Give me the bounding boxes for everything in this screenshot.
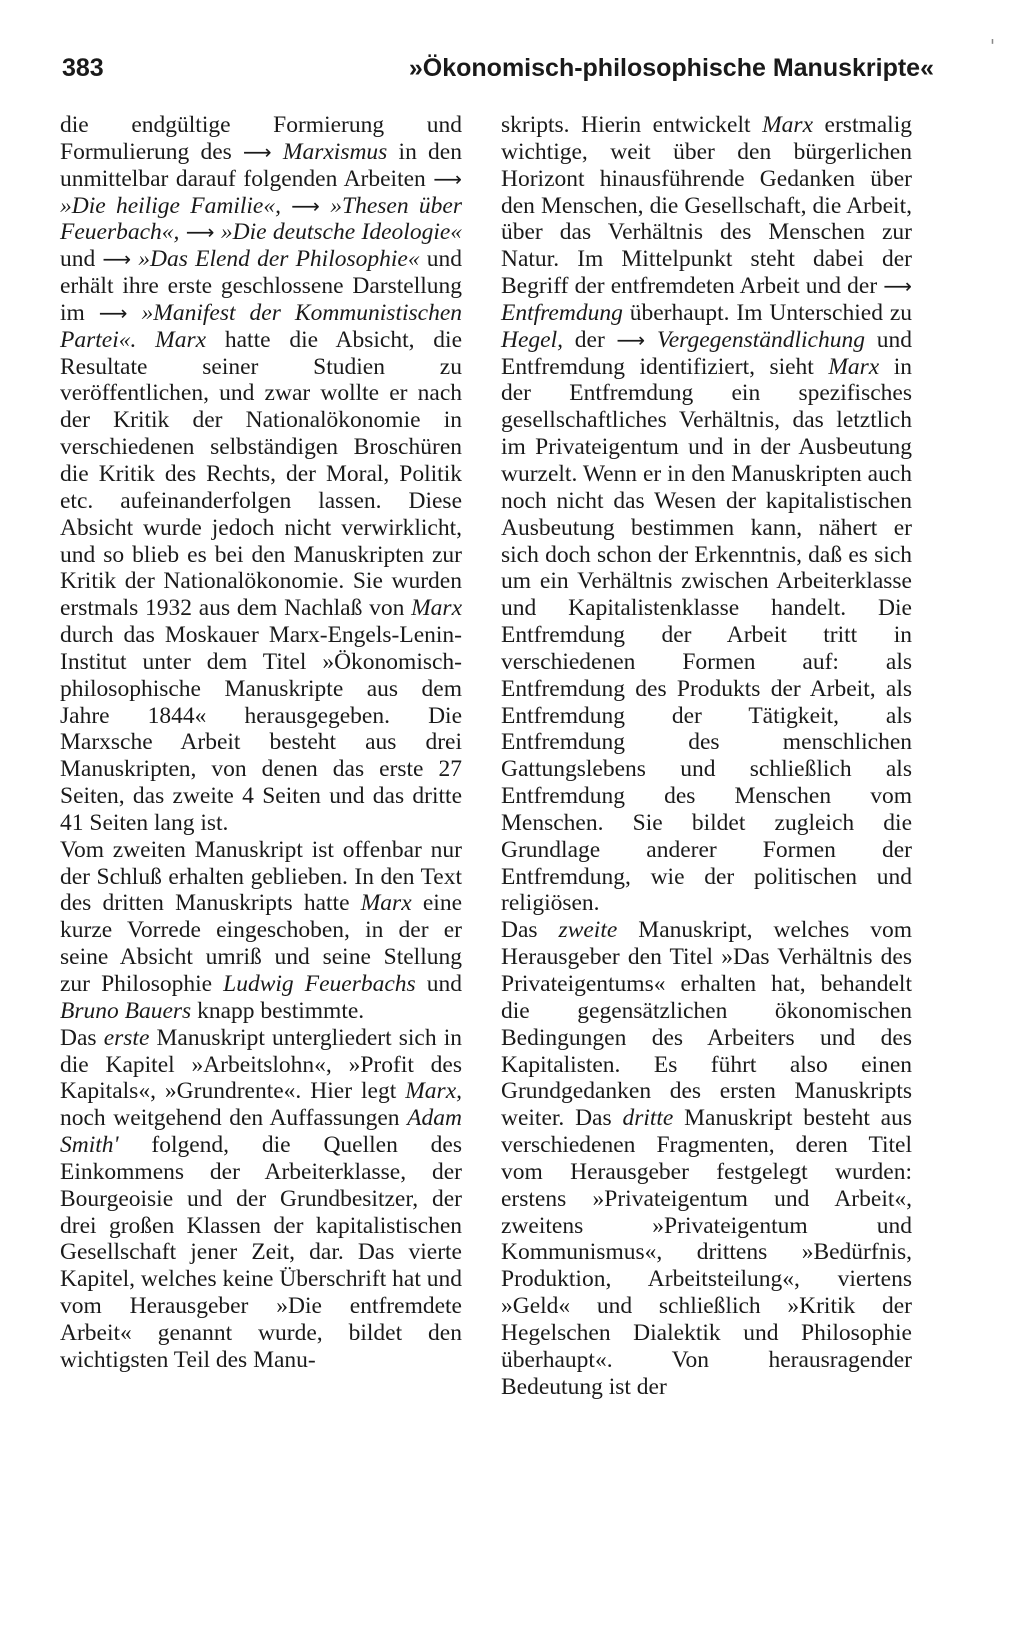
arrow-icon: ⟶ (883, 274, 912, 299)
text: der (563, 326, 617, 353)
text: durch das Moskauer Marx-Engels-Lenin-Institut unter dem Titel »Ökonomisch-philosophische Manuskripte aus dem Jahre 1844« herausgegeben. Die Marxsche Arbeit besteht aus drei Manuskripten, von denen das erste 27 Seiten, das zweite 4 Seiten und das dritte 41 Seiten lang ist. (60, 622, 462, 836)
name: Marx, (405, 1078, 462, 1105)
text: eine kurze Vorrede eingeschoben, in der er seine Absicht umriß und seine Stellung zur Philosophie (60, 890, 463, 997)
name: Bruno Bauers (60, 997, 192, 1024)
text: Manuskript, welches vom Herausgeber den Titel »Das Verhältnis des Privateigentums« erhalten hat, behandelt die gegensätzlichen ökonomischen Bedingungen des Arbeiters und des Kapitalisten. Es führt also einen Grundgedanken des ersten Manuskripts weiter. Das (501, 917, 912, 1132)
cross-reference: »Manifest der Kommunistischen Partei«. (60, 299, 463, 353)
text: hatte die Absicht, die Resultate seiner Studien zu veröffentlichen, und zwar wollte er nach der Kritik der Nationalökonomie in verschiedenen selbständigen Broschüren die Kritik des Rechts, der Moral, Politik etc. aufeinanderfolgen lassen. Diese Absicht wurde jedoch nicht verwirklicht, und so blieb es bei den Manuskripten zur Kritik der Nationalökonomie. Sie wurden erstmals 1932 aus dem Nachlaß von (60, 326, 462, 622)
cross-reference: Marxismus (282, 138, 388, 165)
name: Marx (828, 353, 880, 380)
name: Marx (411, 595, 462, 622)
arrow-icon: ⟶ (243, 139, 272, 164)
name: Marx (762, 112, 813, 138)
arrow-icon: ⟶ (291, 193, 320, 218)
text: folgend, die Quellen des Einkommens der Arbeiterklasse, der Bourgeoisie und der Grundbesitzer, der drei großen Klassen der kapitalistischen Gesellschaft jener Zeit, dar. Das vierte Kapitel, welches keine Überschrift hat und vom Herausgeber »Die entfremdete Arbeit« genannt wurde, bildet den wichtigsten Teil des Manu- (60, 1132, 462, 1373)
arrow-icon: ⟶ (102, 247, 132, 272)
text: Manuskript besteht aus verschiedenen Fragmenten, deren Titel vom Herausgeber festgelegt wurden: erstens »Privateigentum und Arbeit«, zweitens »Privateigentum und Kommunismus«, drittens »Bedürfnis, Produktion, Arbeitsteilung«, viertens »Geld« und schließlich »Kritik der Hegelschen Dialektik und Philosophie überhaupt«. Von herausragender Bedeutung ist der (501, 1105, 912, 1400)
text: skripts. Hierin entwickelt (501, 112, 763, 138)
running-title: »Ökonomisch-philosophische Manuskripte« (408, 54, 934, 82)
text: in der Entfremdung ein spezifisches gesellschaftliches Verhältnis, das letztlich im Privateigentum und in der Ausbeutung wurzelt. Wenn er in den Manuskripten auch noch nicht das Wesen der kapitalistischen Ausbeutung bestimmen kann, nähert er sich doch schon der Erkenntnis, daß es sich um ein Verhältnis zwischen Arbeiterklasse und Kapitalistenklasse handelt. Die Entfremdung der Arbeit tritt in verschiedenen Formen auf: als Entfremdung des Produkts der Arbeit, als Entfremdung der Tätigkeit, als Entfremdung des menschlichen Gattungslebens und schließlich als Entfremdung des Menschen vom Menschen. Sie bildet zugleich die Grundlage anderer Formen der Entfremdung, wie der politischen und religiösen. (501, 353, 912, 917)
running-header (62, 48, 934, 88)
corner-mark: ' (990, 36, 995, 57)
emphasis: erste (103, 1024, 150, 1051)
paragraph (501, 917, 912, 1400)
cross-reference: »Das Elend der Philosophie« (138, 246, 420, 273)
text: Manuskript untergliedert sich in die Kapitel »Arbeitslohn«, »Profit des Kapitals«, »Grundrente«. Hier legt (60, 1024, 463, 1105)
text: und (60, 246, 103, 273)
text: und (415, 971, 462, 997)
page-number: 383 (62, 54, 104, 82)
arrow-icon: ⟶ (616, 327, 646, 352)
arrow-icon: ⟶ (433, 166, 462, 191)
arrow-icon: ⟶ (185, 220, 215, 245)
cross-reference: Entfremdung (501, 299, 623, 326)
text: überhaupt. Im Unterschied zu (622, 299, 912, 326)
text: knapp bestimmte. (191, 997, 365, 1024)
cross-reference: »Die deutsche Ideologie« (220, 219, 463, 246)
text: die endgültige Formierung und Formulierung des (60, 112, 462, 165)
arrow-icon: ⟶ (98, 300, 128, 325)
name: Hegel, (501, 326, 563, 353)
name: Marx (360, 890, 412, 917)
name: Adam Smith' (60, 1105, 462, 1159)
cross-reference: Vergegenständlichung (657, 326, 865, 353)
name: Ludwig Feuerbachs (223, 971, 416, 997)
emphasis: zweite (558, 917, 618, 944)
emphasis: dritte (622, 1105, 674, 1132)
text: Das (501, 917, 559, 944)
text: Das (60, 1024, 104, 1051)
paragraph (60, 837, 462, 1025)
paragraph (60, 1025, 462, 1374)
left-column (60, 112, 462, 1374)
text: in den unmittelbar darauf folgenden Arbeiten (60, 138, 462, 192)
name: Marx (155, 326, 207, 353)
paragraph (501, 112, 912, 917)
text: und erhält ihre erste geschlossene Darstellung im (60, 246, 463, 326)
text: noch weitgehend den Auffassungen (60, 1105, 408, 1132)
right-column (501, 112, 912, 1401)
cross-reference: »Thesen über Feuerbach«, (60, 192, 462, 246)
cross-reference: »Die heilige Familie«, (60, 192, 281, 219)
text: erstmalig wichtige, weit über den bürgerlichen Horizont hinausführende Gedanken über den Menschen, die Gesellschaft, die Arbeit, über das Verhältnis des Menschen zur Natur. Im Mittelpunkt steht dabei der Begriff der entfremdeten Arbeit und der (501, 112, 912, 300)
text: Vom zweiten Manuskript ist offenbar nur der Schluß erhalten geblieben. In den Text des dritten Manuskripts hatte (60, 836, 462, 917)
text: und Entfremdung identifiziert, sieht (501, 326, 913, 380)
paragraph (60, 112, 462, 837)
